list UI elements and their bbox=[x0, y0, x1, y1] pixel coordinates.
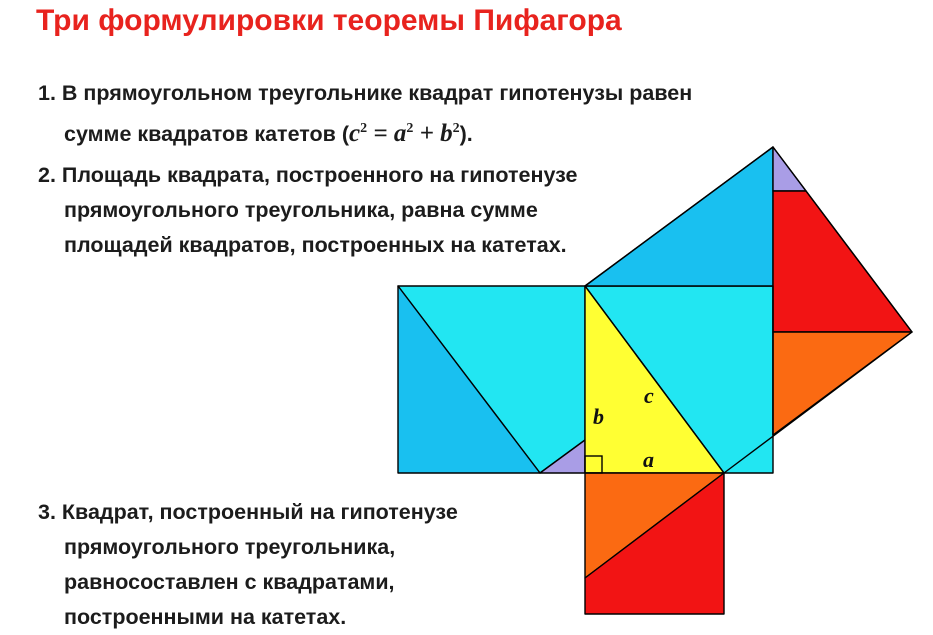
statement-1-text-2: сумме квадратов катетов ( bbox=[64, 122, 349, 146]
statement-1-text-1: В прямоугольном треугольнике квадрат гипотенузы равен bbox=[61, 81, 693, 105]
statement-3-text-1: Квадрат, построенный на гипотенузе bbox=[61, 500, 458, 524]
statement-3-line-4: построенными на катетах. bbox=[64, 605, 347, 629]
statement-3-number: 3. bbox=[38, 500, 56, 524]
formula-a: a bbox=[393, 120, 407, 147]
formula-c: c bbox=[348, 120, 361, 147]
label-a: a bbox=[643, 447, 654, 472]
formula-exp-c: 2 bbox=[360, 121, 368, 136]
label-b: b bbox=[593, 404, 604, 429]
statement-2-number: 2. bbox=[38, 163, 56, 187]
statement-3-line-2: прямоугольного треугольника, bbox=[64, 535, 396, 559]
statement-1-number: 1. bbox=[38, 81, 56, 105]
formula-plus: + bbox=[413, 120, 441, 147]
statement-2-text-1: Площадь квадрата, построенного на гипотенузе bbox=[61, 163, 578, 187]
statement-2-line-3: площадей квадратов, построенных на катетах. bbox=[64, 233, 567, 257]
label-c: c bbox=[644, 383, 654, 408]
statement-1-text-end: ). bbox=[459, 122, 473, 146]
page-title: Три формулировки теоремы Пифагора bbox=[36, 4, 622, 37]
statement-2-line-2: прямоугольного треугольника, равна сумме bbox=[64, 198, 538, 222]
formula-b: b bbox=[440, 120, 453, 147]
formula-exp-a: 2 bbox=[406, 121, 414, 136]
formula-equals: = bbox=[367, 120, 394, 147]
formula-exp-b: 2 bbox=[452, 121, 460, 136]
hyp-square-red-upper bbox=[773, 191, 912, 332]
statement-3-line-3: равносоставлен с квадратами, bbox=[64, 570, 395, 594]
